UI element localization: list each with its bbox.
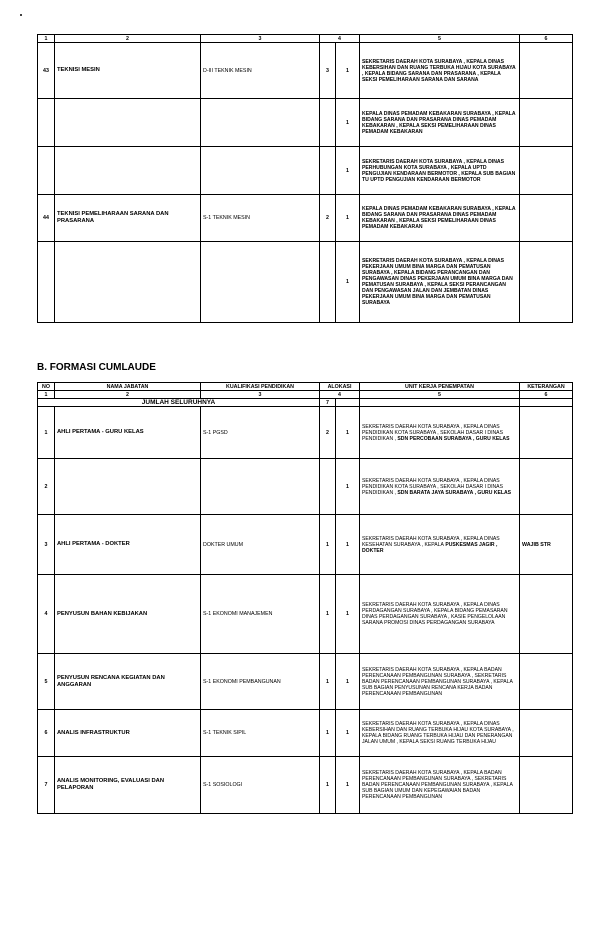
- index-header-row: [38, 35, 573, 43]
- col-index-5: 5: [360, 35, 520, 43]
- unit-kerja: [360, 407, 520, 459]
- nama-jabatan: TEKNISI MESIN: [55, 43, 201, 99]
- keterangan: [520, 195, 573, 242]
- unit-kerja-text: SEKRETARIS DAERAH KOTA SURABAYA , KEPALA DINAS KEBERSIHAN DAN RUANG TERBUKA HIJAU KOTA SURABAYA , KEPALA BIDANG RUANG TERBUKA HIJAU DAN PENERANGAN JALAN UMUM , KEPALA SEKSI RUANG TERBUKA HIJAU: [362, 721, 514, 745]
- total-blank: [336, 399, 360, 407]
- table-row: [38, 515, 573, 575]
- formasi-count: 1: [320, 654, 336, 710]
- formasi-count: [320, 147, 336, 195]
- kualifikasi: DOKTER UMUM: [201, 515, 320, 575]
- alokasi-count: 1: [336, 710, 360, 757]
- col-index-1: 1: [38, 391, 55, 399]
- nama-jabatan: TEKNISI PEMELIHARAAN SARANA DAN PRASARANA: [55, 195, 201, 242]
- row-number: 3: [38, 515, 55, 575]
- kualifikasi: S-1 EKONOMI PEMBANGUNAN: [201, 654, 320, 710]
- formasi-count: [320, 242, 336, 323]
- nama-jabatan: [55, 99, 201, 147]
- table-row: [38, 459, 573, 515]
- kualifikasi: S-1 EKONOMI MANAJEMEN: [201, 575, 320, 654]
- alokasi-count: 1: [336, 147, 360, 195]
- kualifikasi: S-1 SOSIOLOGI: [201, 757, 320, 814]
- unit-kerja: KEPALA DINAS PEMADAM KEBAKARAN SURABAYA , KEPALA BIDANG SARANA DAN PRASARANA DINAS PEMADAM KEBAKARAN , KEPALA SEKSI PEMELIHARAAN DINAS PEMADAM KEBAKARAN: [360, 99, 520, 147]
- alokasi-count: 1: [336, 43, 360, 99]
- keterangan: [520, 147, 573, 195]
- table-row: [38, 99, 573, 147]
- unit-kerja: [360, 515, 520, 575]
- unit-kerja-text: SEKRETARIS DAERAH KOTA SURABAYA , KEPALA BADAN PERENCANAAN PEMBANGUNAN SURABAYA , SEKRETARIS BADAN PERENCANAAN PEMBANGUNAN SURABAYA , KEPALA SUB BAGIAN UMUM DAN KEPEGAWAIAN BADAN PERENCANAAN PEMBANGUNAN: [362, 770, 513, 800]
- row-number: [38, 242, 55, 323]
- table-row: [38, 407, 573, 459]
- section-title: B. FORMASI CUMLAUDE: [37, 362, 156, 373]
- kualifikasi: S-1 TEKNIK MESIN: [201, 195, 320, 242]
- unit-kerja: KEPALA DINAS PEMADAM KEBAKARAN SURABAYA , KEPALA BIDANG SARANA DAN PRASARANA DINAS PEMADAM KEBAKARAN , KEPALA SEKSI PEMELIHARAAN DINAS PEMADAM KEBAKARAN: [360, 195, 520, 242]
- nama-jabatan: [55, 459, 201, 515]
- formasi-count: 2: [320, 195, 336, 242]
- nama-jabatan: PENYUSUN RENCANA KEGIATAN DAN ANGGARAN: [55, 654, 201, 710]
- unit-kerja-text: SEKRETARIS DAERAH KOTA SURABAYA , KEPALA DINAS PENDIDIKAN KOTA SURABAYA , SEKOLAH DASAR I DINAS PENDIDIKAN ,: [362, 423, 503, 442]
- scan-mark: [20, 14, 22, 16]
- row-number: 6: [38, 710, 55, 757]
- unit-kerja-placement: SDN BARATA JAYA SURABAYA , GURU KELAS: [397, 489, 512, 496]
- alokasi-count: 1: [336, 515, 360, 575]
- keterangan: [520, 757, 573, 814]
- header-no: NO: [38, 383, 55, 391]
- unit-kerja-text: SEKRETARIS DAERAH KOTA SURABAYA , KEPALA DINAS PERDAGANGAN SURABAYA , KEPALA BIDANG PEMASARAN DINAS PERDAGANGAN SURABAYA , KASIE PENGELOLAAN SARANA PROMOSI DINAS PERDAGANGAN SURABAYA: [362, 602, 508, 626]
- col-index-5: 5: [360, 391, 520, 399]
- kualifikasi: [201, 99, 320, 147]
- kualifikasi: [201, 147, 320, 195]
- total-blank: [360, 399, 520, 407]
- table-row: [38, 242, 573, 323]
- col-index-2: 2: [55, 391, 201, 399]
- formasi-count: [320, 99, 336, 147]
- unit-kerja: [360, 710, 520, 757]
- alokasi-count: 1: [336, 654, 360, 710]
- row-number: 43: [38, 43, 55, 99]
- keterangan: [520, 710, 573, 757]
- nama-jabatan: ANALIS INFRASTRUKTUR: [55, 710, 201, 757]
- row-number: 44: [38, 195, 55, 242]
- formasi-count: 1: [320, 575, 336, 654]
- col-index-3: 3: [201, 391, 320, 399]
- table-row: [38, 710, 573, 757]
- table-row: [38, 195, 573, 242]
- table-row: [38, 147, 573, 195]
- total-label: JUMLAH SELURUHNYA: [38, 399, 320, 407]
- unit-kerja: [360, 654, 520, 710]
- row-number: [38, 99, 55, 147]
- alokasi-count: 1: [336, 459, 360, 515]
- header-unit-kerja: UNIT KERJA PENEMPATAN: [360, 383, 520, 391]
- row-number: 4: [38, 575, 55, 654]
- col-index-1: 1: [38, 35, 55, 43]
- alokasi-count: 1: [336, 242, 360, 323]
- unit-kerja-placement: PUSKESMAS JAGIR , DOKTER: [362, 541, 498, 554]
- formasi-count: 1: [320, 710, 336, 757]
- nama-jabatan: PENYUSUN BAHAN KEBIJAKAN: [55, 575, 201, 654]
- column-header-row: [38, 383, 573, 391]
- unit-kerja: SEKRETARIS DAERAH KOTA SURABAYA , KEPALA DINAS PEKERJAAN UMUM BINA MARGA DAN PEMATUSAN SURABAYA , KEPALA BIDANG PERANCANGAN DAN PENGAWASAN DINAS PEKERJAAN UMUM BINA MARGA DAN PEMATUSAN SURABAYA , KEPALA SEKSI PERANCANGAN DAN PENGAWASAN JALAN DAN JEMBATAN DINAS PEKERJAAN UMUM BINA MARGA DAN PEMATUSAN SURABAYA: [360, 242, 520, 323]
- unit-kerja: [360, 459, 520, 515]
- header-kualifikasi: KUALIFIKASI PENDIDIKAN: [201, 383, 320, 391]
- header-nama-jabatan: NAMA JABATAN: [55, 383, 201, 391]
- row-number: 7: [38, 757, 55, 814]
- formasi-count: 3: [320, 43, 336, 99]
- kualifikasi: [201, 242, 320, 323]
- row-number: [38, 147, 55, 195]
- unit-kerja: SEKRETARIS DAERAH KOTA SURABAYA , KEPALA DINAS KEBERSIHAN DAN RUANG TERBUKA HIJAU KOTA SURABAYA , KEPALA BIDANG SARANA DAN PRASARANA , KEPALA SEKSI PEMELIHARAAN SARANA DAN SARANA: [360, 43, 520, 99]
- alokasi-count: 1: [336, 407, 360, 459]
- alokasi-count: 1: [336, 757, 360, 814]
- header-keterangan: KETERANGAN: [520, 383, 573, 391]
- kualifikasi: S-1 TEKNIK SIPIL: [201, 710, 320, 757]
- keterangan: [520, 459, 573, 515]
- total-row: [38, 399, 573, 407]
- index-header-row: [38, 391, 573, 399]
- formasi-count: 1: [320, 757, 336, 814]
- row-number: 5: [38, 654, 55, 710]
- table-row: [38, 43, 573, 99]
- unit-kerja-text: SEKRETARIS DAERAH KOTA SURABAYA , KEPALA DINAS PENDIDIKAN KOTA SURABAYA , SEKOLAH DASAR I DINAS PENDIDIKAN ,: [362, 477, 503, 496]
- total-blank: [520, 399, 573, 407]
- table-row: [38, 654, 573, 710]
- nama-jabatan: AHLI PERTAMA - GURU KELAS: [55, 407, 201, 459]
- nama-jabatan: [55, 242, 201, 323]
- table-row: [38, 575, 573, 654]
- kualifikasi: [201, 459, 320, 515]
- col-index-3: 3: [201, 35, 320, 43]
- col-index-4: 4: [320, 391, 360, 399]
- unit-kerja: SEKRETARIS DAERAH KOTA SURABAYA , KEPALA DINAS PERHUBUNGAN KOTA SURABAYA , KEPALA UPTD PENGUJIAN KENDARAAN BERMOTOR , KEPALA SUB BAGIAN TU UPTD PENGUJIAN KENDARAAN BERMOTOR: [360, 147, 520, 195]
- kualifikasi: D-III TEKNIK MESIN: [201, 43, 320, 99]
- col-index-2: 2: [55, 35, 201, 43]
- keterangan: [520, 654, 573, 710]
- nama-jabatan: ANALIS MONITORING, EVALUASI DAN PELAPORAN: [55, 757, 201, 814]
- unit-kerja-placement: SDN PERCOBAAN SURABAYA , GURU KELAS: [397, 435, 510, 442]
- keterangan: [520, 407, 573, 459]
- formasi-count: 2: [320, 407, 336, 459]
- formasi-count: 1: [320, 515, 336, 575]
- formasi-cumlaude-table: [37, 382, 573, 814]
- total-value: 7: [320, 399, 336, 407]
- col-index-4: 4: [320, 35, 360, 43]
- nama-jabatan: [55, 147, 201, 195]
- formasi-table-continued: [37, 34, 573, 323]
- row-number: 2: [38, 459, 55, 515]
- kualifikasi: S-1 PGSD: [201, 407, 320, 459]
- keterangan: [520, 99, 573, 147]
- table-row: [38, 757, 573, 814]
- header-alokasi: ALOKASI: [320, 383, 360, 391]
- keterangan: [520, 242, 573, 323]
- col-index-6: 6: [520, 391, 573, 399]
- col-index-6: 6: [520, 35, 573, 43]
- keterangan: [520, 575, 573, 654]
- unit-kerja-text: SEKRETARIS DAERAH KOTA SURABAYA , KEPALA BADAN PERENCANAAN PEMBANGUNAN SURABAYA , SEKRETARIS BADAN PERENCANAAN PEMBANGUNAN SURABAYA , KEPALA SUB BAGIAN PENYUSUNAN RENCANA KERJA BADAN PERENCANAAN PEMBANGUNAN: [362, 666, 513, 697]
- nama-jabatan: AHLI PERTAMA - DOKTER: [55, 515, 201, 575]
- alokasi-count: 1: [336, 575, 360, 654]
- row-number: 1: [38, 407, 55, 459]
- unit-kerja: [360, 575, 520, 654]
- alokasi-count: 1: [336, 99, 360, 147]
- formasi-count: [320, 459, 336, 515]
- keterangan: [520, 43, 573, 99]
- unit-kerja-text: SEKRETARIS DAERAH KOTA SURABAYA , KEPALA DINAS KESEHATAN SURABAYA , KEPALA: [362, 535, 500, 548]
- unit-kerja: [360, 757, 520, 814]
- alokasi-count: 1: [336, 195, 360, 242]
- keterangan: WAJIB STR: [520, 515, 573, 575]
